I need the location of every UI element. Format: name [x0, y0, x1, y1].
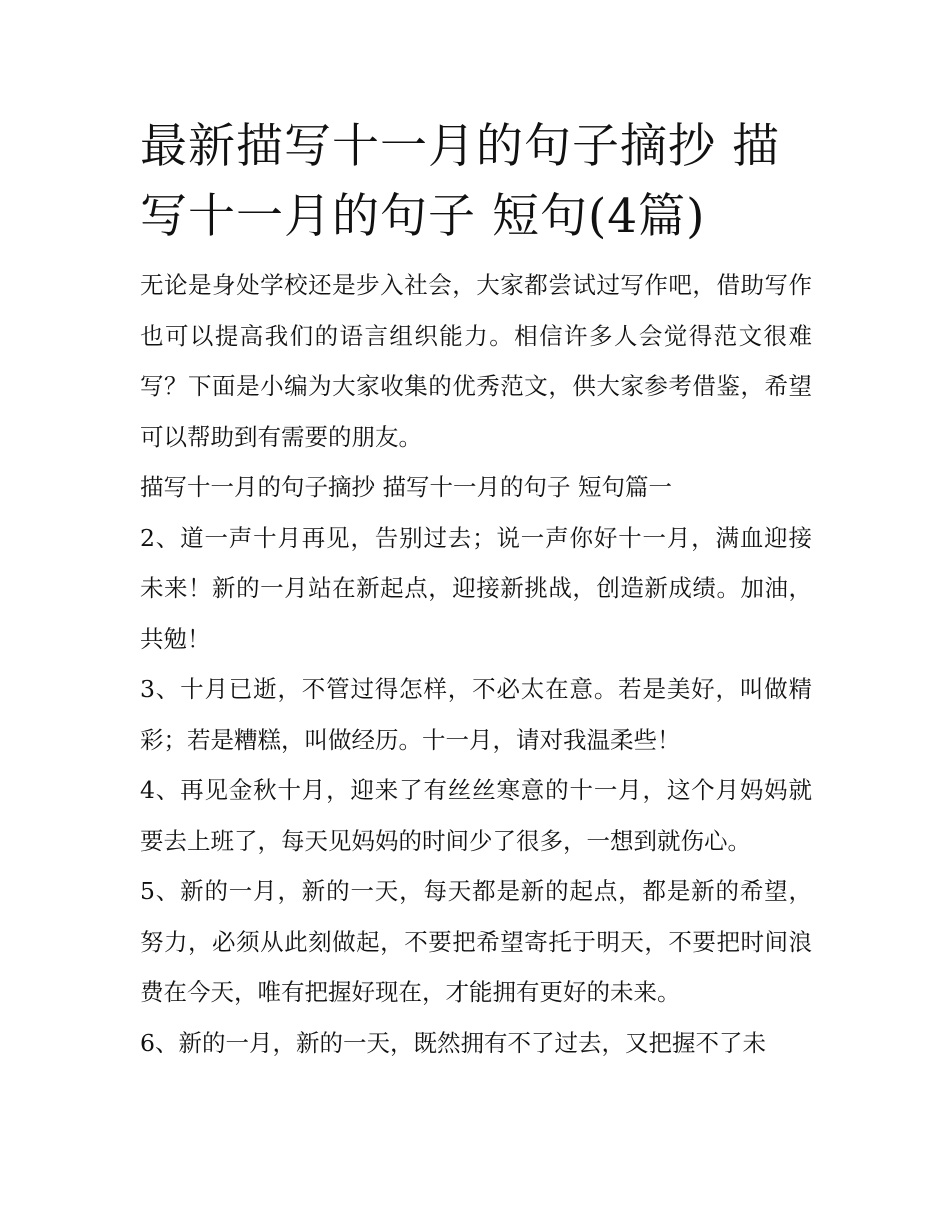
list-item: 6、新的一月，新的一天，既然拥有不了过去，又把握不了未	[140, 1028, 766, 1057]
list-item: 5、新的一月，新的一天，每天都是新的起点，都是新的希望，努力，必须从此刻做起，不要把希望寄托于明天，不要把时间浪费在今天，唯有把握好现在，才能拥有更好的未来。	[140, 877, 812, 1006]
list-item: 2、道一声十月再见，告别过去；说一声你好十一月，满血迎接未来！新的一月站在新起点，迎接新挑战，创造新成绩。加油，共勉！	[140, 523, 812, 653]
document-title: 最新描写十一月的句子摘抄 描写十一月的句子 短句(4篇)	[140, 119, 780, 244]
list-item: 3、十月已逝，不管过得怎样，不必太在意。若是美好，叫做精彩；若是糟糕，叫做经历。十一月，请对我温柔些！	[140, 675, 812, 754]
list-item: 4、再见金秋十月，迎来了有丝丝寒意的十一月，这个月妈妈就要去上班了，每天见妈妈的时间少了很多，一想到就伤心。	[140, 776, 812, 855]
section-heading: 描写十一月的句子摘抄 描写十一月的句子 短句篇一	[140, 473, 672, 501]
intro-paragraph: 无论是身处学校还是步入社会，大家都尝试过写作吧，借助写作也可以提高我们的语言组织能力。相信许多人会觉得范文很难写？下面是小编为大家收集的优秀范文，供大家参考借鉴，希望可以帮助到有需要的朋友。	[140, 271, 812, 451]
document-page	[140, 112, 812, 1068]
